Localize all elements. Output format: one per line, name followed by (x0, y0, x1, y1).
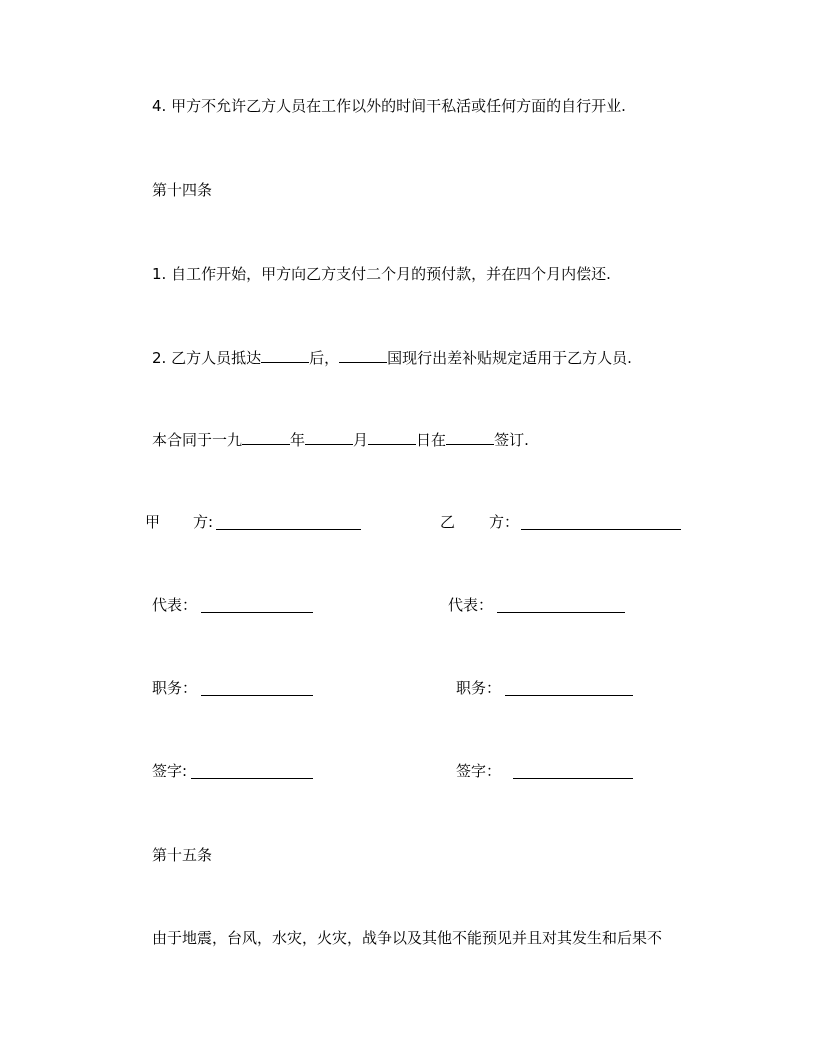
party-b-name-field[interactable] (521, 528, 681, 530)
party-a-signature-field[interactable] (191, 777, 313, 779)
party-a-representative-label: 代表： (152, 596, 198, 614)
signing-date-day: 日在 (416, 431, 447, 449)
place-blank[interactable] (446, 429, 494, 445)
party-a-position-label: 职务： (152, 679, 198, 697)
article14-heading: 第十四条 (152, 181, 213, 199)
month-blank[interactable] (305, 429, 353, 445)
day-blank[interactable] (368, 429, 416, 445)
party-a-position-field[interactable] (201, 694, 313, 696)
clause13-item4: 4. 甲方不允许乙方人员在工作以外的时间干私活或任何方面的自行开业. (152, 97, 626, 115)
article15-heading: 第十五条 (152, 846, 213, 864)
party-b-label-char2: 方： (489, 513, 520, 531)
article14-item2-part2: 后， (309, 349, 340, 367)
signing-date-prefix: 本合同于一九 (152, 431, 243, 449)
signing-date-year: 年 (290, 431, 306, 449)
party-a-name-field[interactable] (216, 528, 361, 530)
article14-item2 (152, 347, 632, 368)
party-b-representative-label: 代表： (448, 596, 494, 614)
party-b-position-label: 职务： (456, 679, 502, 697)
country-blank[interactable] (339, 347, 387, 363)
party-a-label-char2: 方: (193, 513, 214, 531)
article15-text: 由于地震，台风，水灾，火灾，战争以及其他不能预见并且对其发生和后果不 (152, 929, 663, 947)
party-b-representative-field[interactable] (497, 611, 625, 613)
party-b-position-field[interactable] (505, 694, 633, 696)
party-b-label-char1: 乙 (440, 513, 456, 531)
article14-item2-part3: 国现行出差补贴规定适用于乙方人员. (387, 349, 632, 367)
arrival-place-blank[interactable] (261, 347, 309, 363)
party-a-representative-field[interactable] (201, 611, 313, 613)
article14-item1: 1. 自工作开始，甲方向乙方支付二个月的预付款，并在四个月内偿还. (152, 265, 611, 283)
party-a-signature-label: 签字: (152, 762, 188, 780)
signing-date-suffix: 签订. (494, 431, 529, 449)
party-b-signature-label: 签字： (456, 762, 502, 780)
year-blank[interactable] (242, 429, 290, 445)
signing-date-line (152, 429, 529, 450)
signing-date-month: 月 (353, 431, 369, 449)
article14-item2-part1: 2. 乙方人员抵达 (152, 349, 262, 367)
party-b-signature-field[interactable] (513, 777, 633, 779)
party-a-label-char1: 甲 (145, 513, 161, 531)
